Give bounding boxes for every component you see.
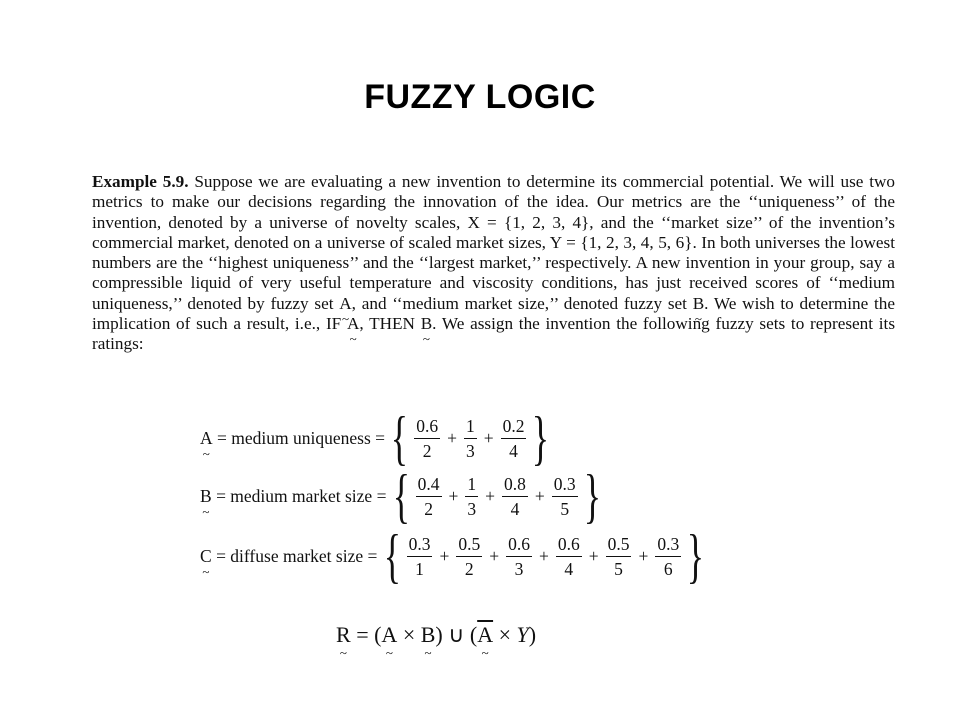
membership: 0.3 — [655, 534, 681, 557]
element: 1 — [415, 558, 424, 579]
close-brace: } — [583, 463, 601, 529]
set-c-equation — [200, 523, 706, 589]
membership: 1 — [465, 474, 478, 497]
membership: 0.3 — [552, 474, 578, 497]
fraction-term — [552, 474, 578, 519]
example-text-3: . We wish to determine the implication of such a result, i.e., IF — [92, 293, 895, 334]
set-a-symbol: A ~ — [347, 314, 359, 334]
element: 5 — [614, 558, 623, 579]
equation-label: = diffuse market size = — [211, 545, 382, 566]
plus-sign: + — [538, 545, 549, 566]
union-operator: ) ∪ ( — [435, 622, 478, 647]
element: 4 — [510, 498, 520, 519]
element: 2 — [424, 498, 433, 519]
fraction-term — [456, 534, 482, 579]
fraction-term — [416, 474, 442, 519]
set-a-complement-symbol: $\overline{A}$ ~ — [477, 622, 493, 648]
element: 3 — [514, 558, 524, 579]
equation-symbol: B ~ — [200, 486, 212, 507]
relation-eq-open: = ( — [350, 622, 382, 647]
fraction-term — [501, 416, 527, 461]
membership: 0.4 — [416, 474, 442, 497]
element: 2 — [422, 440, 432, 461]
set-b-equation — [200, 463, 602, 529]
set-b-symbol: B ~ — [421, 314, 432, 334]
equation-symbol: A ~ — [200, 428, 213, 449]
fraction-term — [414, 416, 440, 461]
times-operator: × — [493, 622, 517, 647]
fraction-term — [407, 534, 433, 579]
set-a-symbol: A ~ — [339, 294, 351, 314]
membership: 0.5 — [606, 534, 632, 557]
plus-sign: + — [588, 545, 599, 566]
set-a-symbol: A ~ — [381, 622, 397, 648]
membership: 0.6 — [506, 534, 532, 557]
element: 4 — [509, 440, 518, 461]
membership: 0.5 — [456, 534, 482, 557]
plus-sign: + — [638, 545, 649, 566]
close-brace: } — [686, 523, 705, 589]
membership: 0.2 — [501, 416, 527, 439]
example-text-5: . We assign the invention the following fuzzy sets to represent its ratings: — [92, 314, 896, 354]
relation-equation — [336, 622, 536, 648]
universe-y: Y — [516, 622, 529, 647]
fraction-term — [506, 534, 532, 579]
open-brace: { — [391, 405, 409, 471]
membership: 0.3 — [407, 534, 433, 557]
membership: 0.8 — [502, 474, 528, 497]
set-a-equation — [200, 405, 551, 471]
times-operator: × — [397, 622, 421, 647]
plus-sign: + — [485, 485, 496, 506]
element: 6 — [663, 558, 673, 579]
membership: 1 — [464, 416, 477, 439]
element: 3 — [465, 440, 475, 461]
open-brace: { — [383, 523, 401, 589]
plus-sign: + — [439, 545, 450, 566]
fraction-term — [464, 416, 477, 461]
element: 3 — [467, 498, 477, 519]
close-brace: } — [532, 405, 550, 471]
plus-sign: + — [447, 427, 457, 448]
example-label: Example 5.9. — [92, 172, 189, 191]
plus-sign: + — [483, 427, 494, 448]
plus-sign: + — [534, 485, 545, 506]
equation-symbol: C ~ — [200, 546, 212, 567]
fraction-term — [556, 534, 582, 579]
fraction-term — [655, 534, 681, 579]
element: 5 — [560, 498, 570, 519]
equation-label: = medium uniqueness = — [212, 427, 390, 448]
plus-sign: + — [448, 485, 459, 506]
fraction-term — [465, 474, 478, 519]
set-b-symbol: B ~ — [693, 294, 704, 314]
slide-title: FUZZY LOGIC — [364, 78, 596, 116]
relation-symbol: R ~ — [336, 622, 351, 648]
membership: 0.6 — [556, 534, 582, 557]
open-brace: { — [392, 463, 410, 529]
element: 2 — [464, 558, 474, 579]
equation-label: = medium market size = — [211, 485, 391, 506]
membership: 0.6 — [414, 416, 440, 439]
example-text-2: , and ‘‘medium market size,’’ denoted fuzzy set — [351, 293, 693, 313]
example-paragraph — [92, 172, 895, 355]
relation-close: ) — [528, 622, 537, 647]
example-text-1: Suppose we are evaluating a new invention to determine its commercial potential. We will use two metrics to make our decisions regarding the innovation of the idea. Our metrics are the ‘‘uniqueness’’ of the invention, denoted by a universe of novelty scales, X = {1, 2, 3, 4}, and the ‘‘market size’’ of the invention’s commercial market, denoted on a universe of scaled market sizes, Y = {1, 2, 3, 4, 5, 6}. In both universes the lowest numbers are the ‘‘highest uniqueness’’ and the ‘‘largest market,’’ respectively. A new invention in your group, say a compressible liquid of very useful temperature and viscosity conditions, has just received scores of ‘‘medium uniqueness,’’ denoted by fuzzy set — [92, 172, 895, 313]
example-text-4: , THEN — [359, 314, 421, 334]
element: 4 — [564, 558, 574, 579]
set-b-symbol: B ~ — [421, 622, 436, 648]
plus-sign: + — [489, 545, 500, 566]
fraction-term — [606, 534, 632, 579]
fraction-term — [502, 474, 528, 519]
